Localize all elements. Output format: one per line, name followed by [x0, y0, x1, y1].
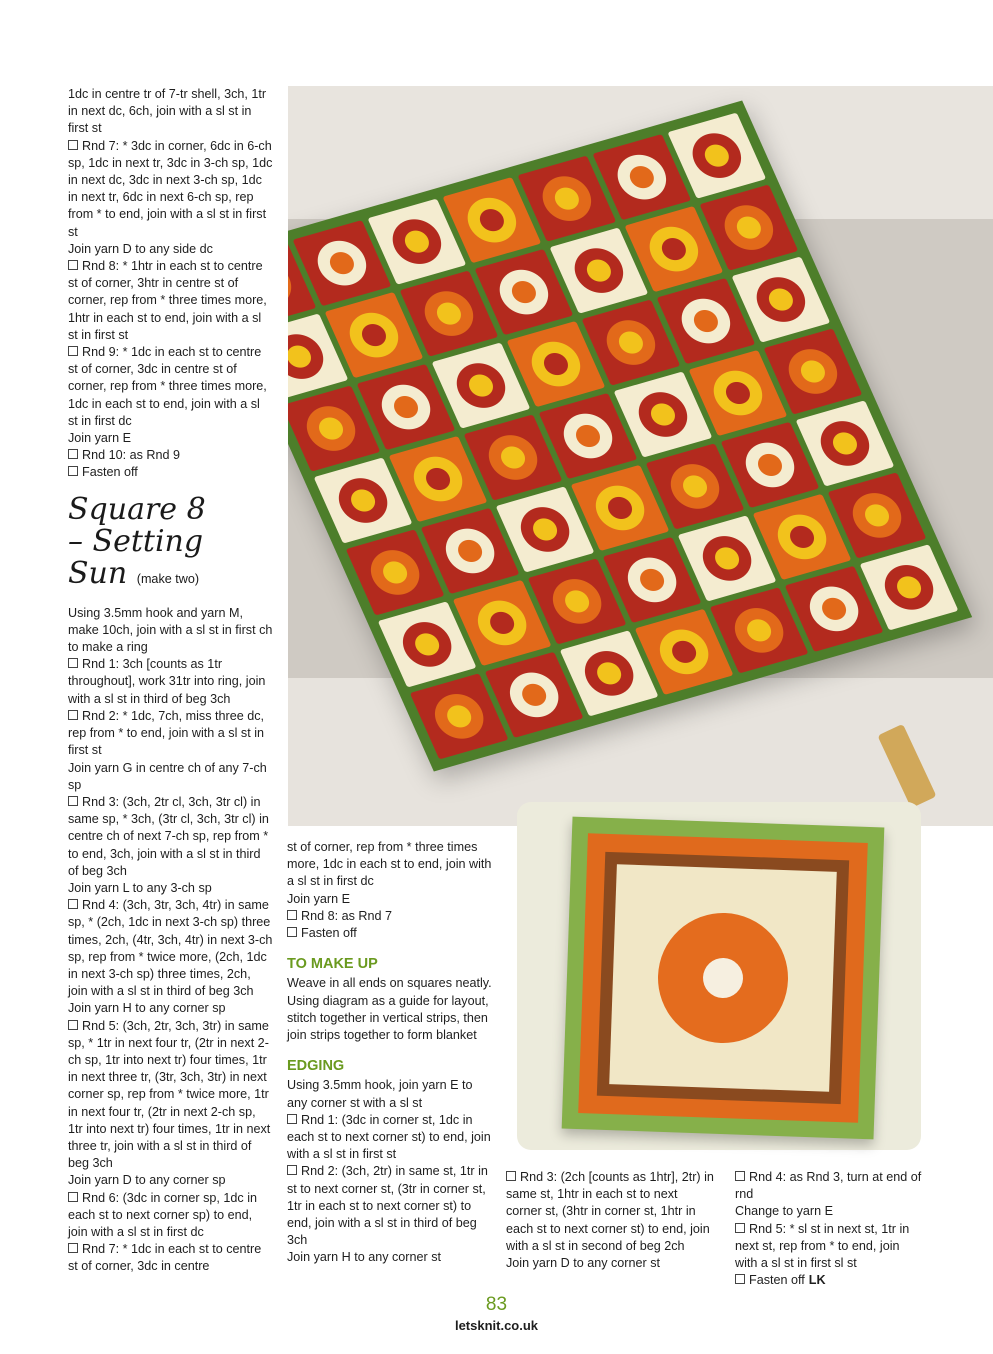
square-inset-photo: [517, 802, 921, 1150]
instruction-text: Rnd 4: (3ch, 3tr, 3ch, 4tr) in same sp, * (2ch, 1dc in next 3-ch sp) three times, 2ch, (4tr, 3ch, 4tr) in next 3-ch sp, rep from * twice more, (2ch, 1dc in next 3-ch sp) three times, 2ch, join with a sl st in third of beg 3ch: [68, 898, 273, 999]
instruction-line: [735, 1272, 925, 1289]
make-up-text: Weave in all ends on squares neatly. Using diagram as a guide for layout, stitch together in vertical strips, then join strips together to form blanket: [287, 976, 492, 1043]
instruction-line: [68, 138, 273, 241]
instruction-text: Rnd 6: (3dc in corner sp, 1dc in each st to next corner sp) to end, join with a sl st in first dc: [68, 1190, 258, 1239]
checkbox-icon: [68, 449, 78, 459]
checkbox-icon: [68, 899, 78, 909]
instruction-text: Rnd 10: as Rnd 9: [82, 448, 181, 463]
instruction-text: Join yarn D to any corner st: [506, 1256, 660, 1271]
column-4: [735, 1169, 925, 1289]
instruction-text: Join yarn D to any side dc: [68, 241, 213, 256]
checkbox-icon: [735, 1223, 745, 1233]
instruction-line: [287, 1112, 492, 1164]
instruction-line: [287, 839, 492, 891]
instruction-text: Rnd 1: 3ch [counts as 1tr throughout], work 31tr into ring, join with a sl st in third of beg 3ch: [68, 657, 266, 706]
instruction-text: Join yarn H to any corner sp: [68, 1001, 226, 1016]
instruction-line: [68, 656, 273, 708]
instruction-text: Rnd 3: (2ch [counts as 1htr], 2tr) in same st, 1htr in each st to next corner st, (3htr in corner st, 1htr in each st to next corner st) to end, join with a sl st in second of beg 2ch: [506, 1170, 714, 1253]
instruction-line: [68, 1190, 273, 1242]
checkbox-icon: [68, 710, 78, 720]
column-3: [506, 1169, 716, 1272]
instruction-line: [68, 464, 273, 481]
author-initials: LK: [808, 1273, 826, 1288]
col1-top-list: [68, 86, 273, 482]
instruction-line: [68, 794, 273, 880]
instruction-line: [68, 880, 273, 897]
blanket-photo: [288, 86, 993, 826]
instruction-line: [68, 605, 273, 657]
instruction-text: Rnd 3: (3ch, 2tr cl, 3ch, 3tr cl) in same sp, * 3ch, (3tr cl, 3ch, 3tr cl) in centre ch of next 7-ch sp, rep from * to end, 3ch, join with a sl st in third of beg 3ch: [68, 794, 269, 878]
instruction-text: Rnd 7: * 1dc in each st to centre st of corner, 3dc in centre: [68, 1242, 262, 1274]
instruction-line: [68, 430, 273, 447]
instruction-text: Rnd 5: * sl st in next st, 1tr in next st, rep from * to end, join with a sl st in first sl st: [735, 1221, 910, 1271]
instruction-line: [287, 925, 492, 942]
instruction-text: Rnd 4: as Rnd 3, turn at end of rnd: [735, 1170, 922, 1202]
make-up-heading: TO MAKE UP: [287, 956, 378, 973]
title-line-3-wrap: [68, 555, 273, 595]
checkbox-icon: [68, 140, 78, 150]
instruction-text: 1dc in centre tr of 7-tr shell, 3ch, 1tr in next dc, 6ch, join with a sl st in first st: [68, 87, 267, 136]
checkbox-icon: [68, 796, 78, 806]
checkbox-icon: [287, 1114, 297, 1124]
instruction-text: Join yarn E: [68, 431, 131, 446]
instruction-line: [735, 1203, 925, 1220]
instruction-line: [68, 1241, 273, 1275]
instruction-text: Join yarn H to any corner st: [287, 1250, 441, 1265]
title-line-3: Sun: [68, 555, 128, 591]
checkbox-icon: [287, 1165, 297, 1175]
instruction-text: Join yarn E: [287, 891, 350, 906]
checkbox-icon: [68, 1020, 78, 1030]
instruction-text: Using 3.5mm hook and yarn M, make 10ch, join with a sl st in first ch to make a ring: [68, 605, 273, 655]
instruction-text: Fasten off: [301, 926, 357, 941]
instruction-line: [735, 1169, 925, 1203]
column-2: [287, 839, 492, 1267]
instruction-line: [68, 241, 273, 258]
instruction-line: [287, 908, 492, 925]
edging-heading: EDGING: [287, 1058, 345, 1075]
instruction-text: Rnd 7: * 3dc in corner, 6dc in 6-ch sp, 1dc in next tr, 3dc in 3-ch sp, 1dc in next dc, 3dc in next 3-ch sp, 1dc in next tr, 6dc in next 6-ch sp, rep from * to end, join with a sl st in first st: [68, 138, 273, 239]
title-line-1: Square 8: [68, 491, 206, 527]
instruction-line: [68, 897, 273, 1000]
instruction-text: Change to yarn E: [735, 1204, 834, 1219]
checkbox-icon: [735, 1274, 745, 1284]
checkbox-icon: [287, 927, 297, 937]
instruction-line: [287, 1249, 492, 1266]
instruction-text: Fasten off: [749, 1273, 805, 1288]
instruction-line: [68, 344, 273, 430]
title-line-2: – Setting: [68, 523, 204, 559]
checkbox-icon: [735, 1171, 745, 1181]
instruction-line: [68, 760, 273, 794]
instruction-text: Using 3.5mm hook, join yarn E to any corner st with a sl st: [287, 1078, 473, 1110]
instruction-line: [68, 1000, 273, 1017]
column-1: [68, 86, 273, 1276]
checkbox-icon: [506, 1171, 516, 1181]
checkbox-icon: [68, 466, 78, 476]
instruction-line: [506, 1169, 716, 1255]
instruction-text: Rnd 1: (3dc in corner st, 1dc in each st to next corner st) to end, join with a sl st in first st: [287, 1112, 491, 1162]
col3-list: [506, 1169, 716, 1272]
instruction-text: Fasten off: [82, 465, 138, 480]
checkbox-icon: [68, 346, 78, 356]
instruction-text: Join yarn L to any 3-ch sp: [68, 880, 212, 895]
instruction-line: [287, 1163, 492, 1249]
instruction-line: [287, 891, 492, 908]
blanket-grid: [288, 101, 972, 772]
instruction-text: Rnd 8: * 1htr in each st to centre st of corner, 3htr in centre st of corner, rep from * three times more, 1htr in each st to end, join with a sl st in first st: [68, 259, 267, 342]
instruction-text: Rnd 2: * 1dc, 7ch, miss three dc, rep from * to end, join with a sl st in first st: [68, 708, 264, 758]
make-note: (make two): [136, 571, 200, 586]
edging-list: [287, 1077, 492, 1266]
instruction-line: [506, 1255, 716, 1272]
col2-list: [287, 839, 492, 942]
instruction-line: [68, 708, 273, 760]
checkbox-icon: [68, 1243, 78, 1253]
sofa-leg: [877, 724, 936, 808]
website: letsknit.co.uk: [454, 1318, 539, 1333]
instruction-line: [68, 1018, 273, 1173]
granny-square-image: [562, 817, 885, 1140]
square-8-title: [68, 491, 273, 595]
instruction-line: [68, 1172, 273, 1189]
instruction-line: [68, 86, 273, 138]
instruction-text: st of corner, rep from * three times more, 1dc in each st to end, join with a sl st in first dc: [287, 840, 492, 889]
checkbox-icon: [287, 910, 297, 920]
instruction-text: Rnd 9: * 1dc in each st to centre st of corner, 3dc in centre st of corner, rep from * three times more, 1dc in each st to end, join with a sl st in first dc: [68, 345, 267, 428]
checkbox-icon: [68, 260, 78, 270]
col1-bottom-list: [68, 605, 273, 1276]
instruction-line: [287, 1077, 492, 1111]
instruction-text: Join yarn D to any corner sp: [68, 1173, 226, 1188]
instruction-text: Join yarn G in centre ch of any 7-ch sp: [68, 760, 267, 792]
page-number: 83: [485, 1294, 508, 1315]
instruction-line: [735, 1221, 925, 1273]
instruction-line: [68, 447, 273, 464]
instruction-text: Rnd 2: (3ch, 2tr) in same st, 1tr in st to next corner st, (3tr in corner st, 1tr in each st to next corner st) to end, join with a sl st in third of beg 3ch: [287, 1164, 488, 1248]
instruction-line: [68, 258, 273, 344]
col4-list: [735, 1169, 925, 1289]
checkbox-icon: [68, 658, 78, 668]
instruction-text: Rnd 5: (3ch, 2tr, 3ch, 3tr) in same sp, * 1tr in next four tr, (2tr in next 2-ch sp, 1tr into next tr) four times, 1tr in next three tr, (3tr, 3ch, 3tr) in next corner sp, rep from * twice more, 1tr in next four tr, (2tr in next 2-ch sp, 1tr into next tr) four times, 1tr in next three tr, join with a sl st in third of beg 3ch: [68, 1018, 271, 1171]
checkbox-icon: [68, 1192, 78, 1202]
instruction-text: Rnd 8: as Rnd 7: [301, 908, 393, 923]
